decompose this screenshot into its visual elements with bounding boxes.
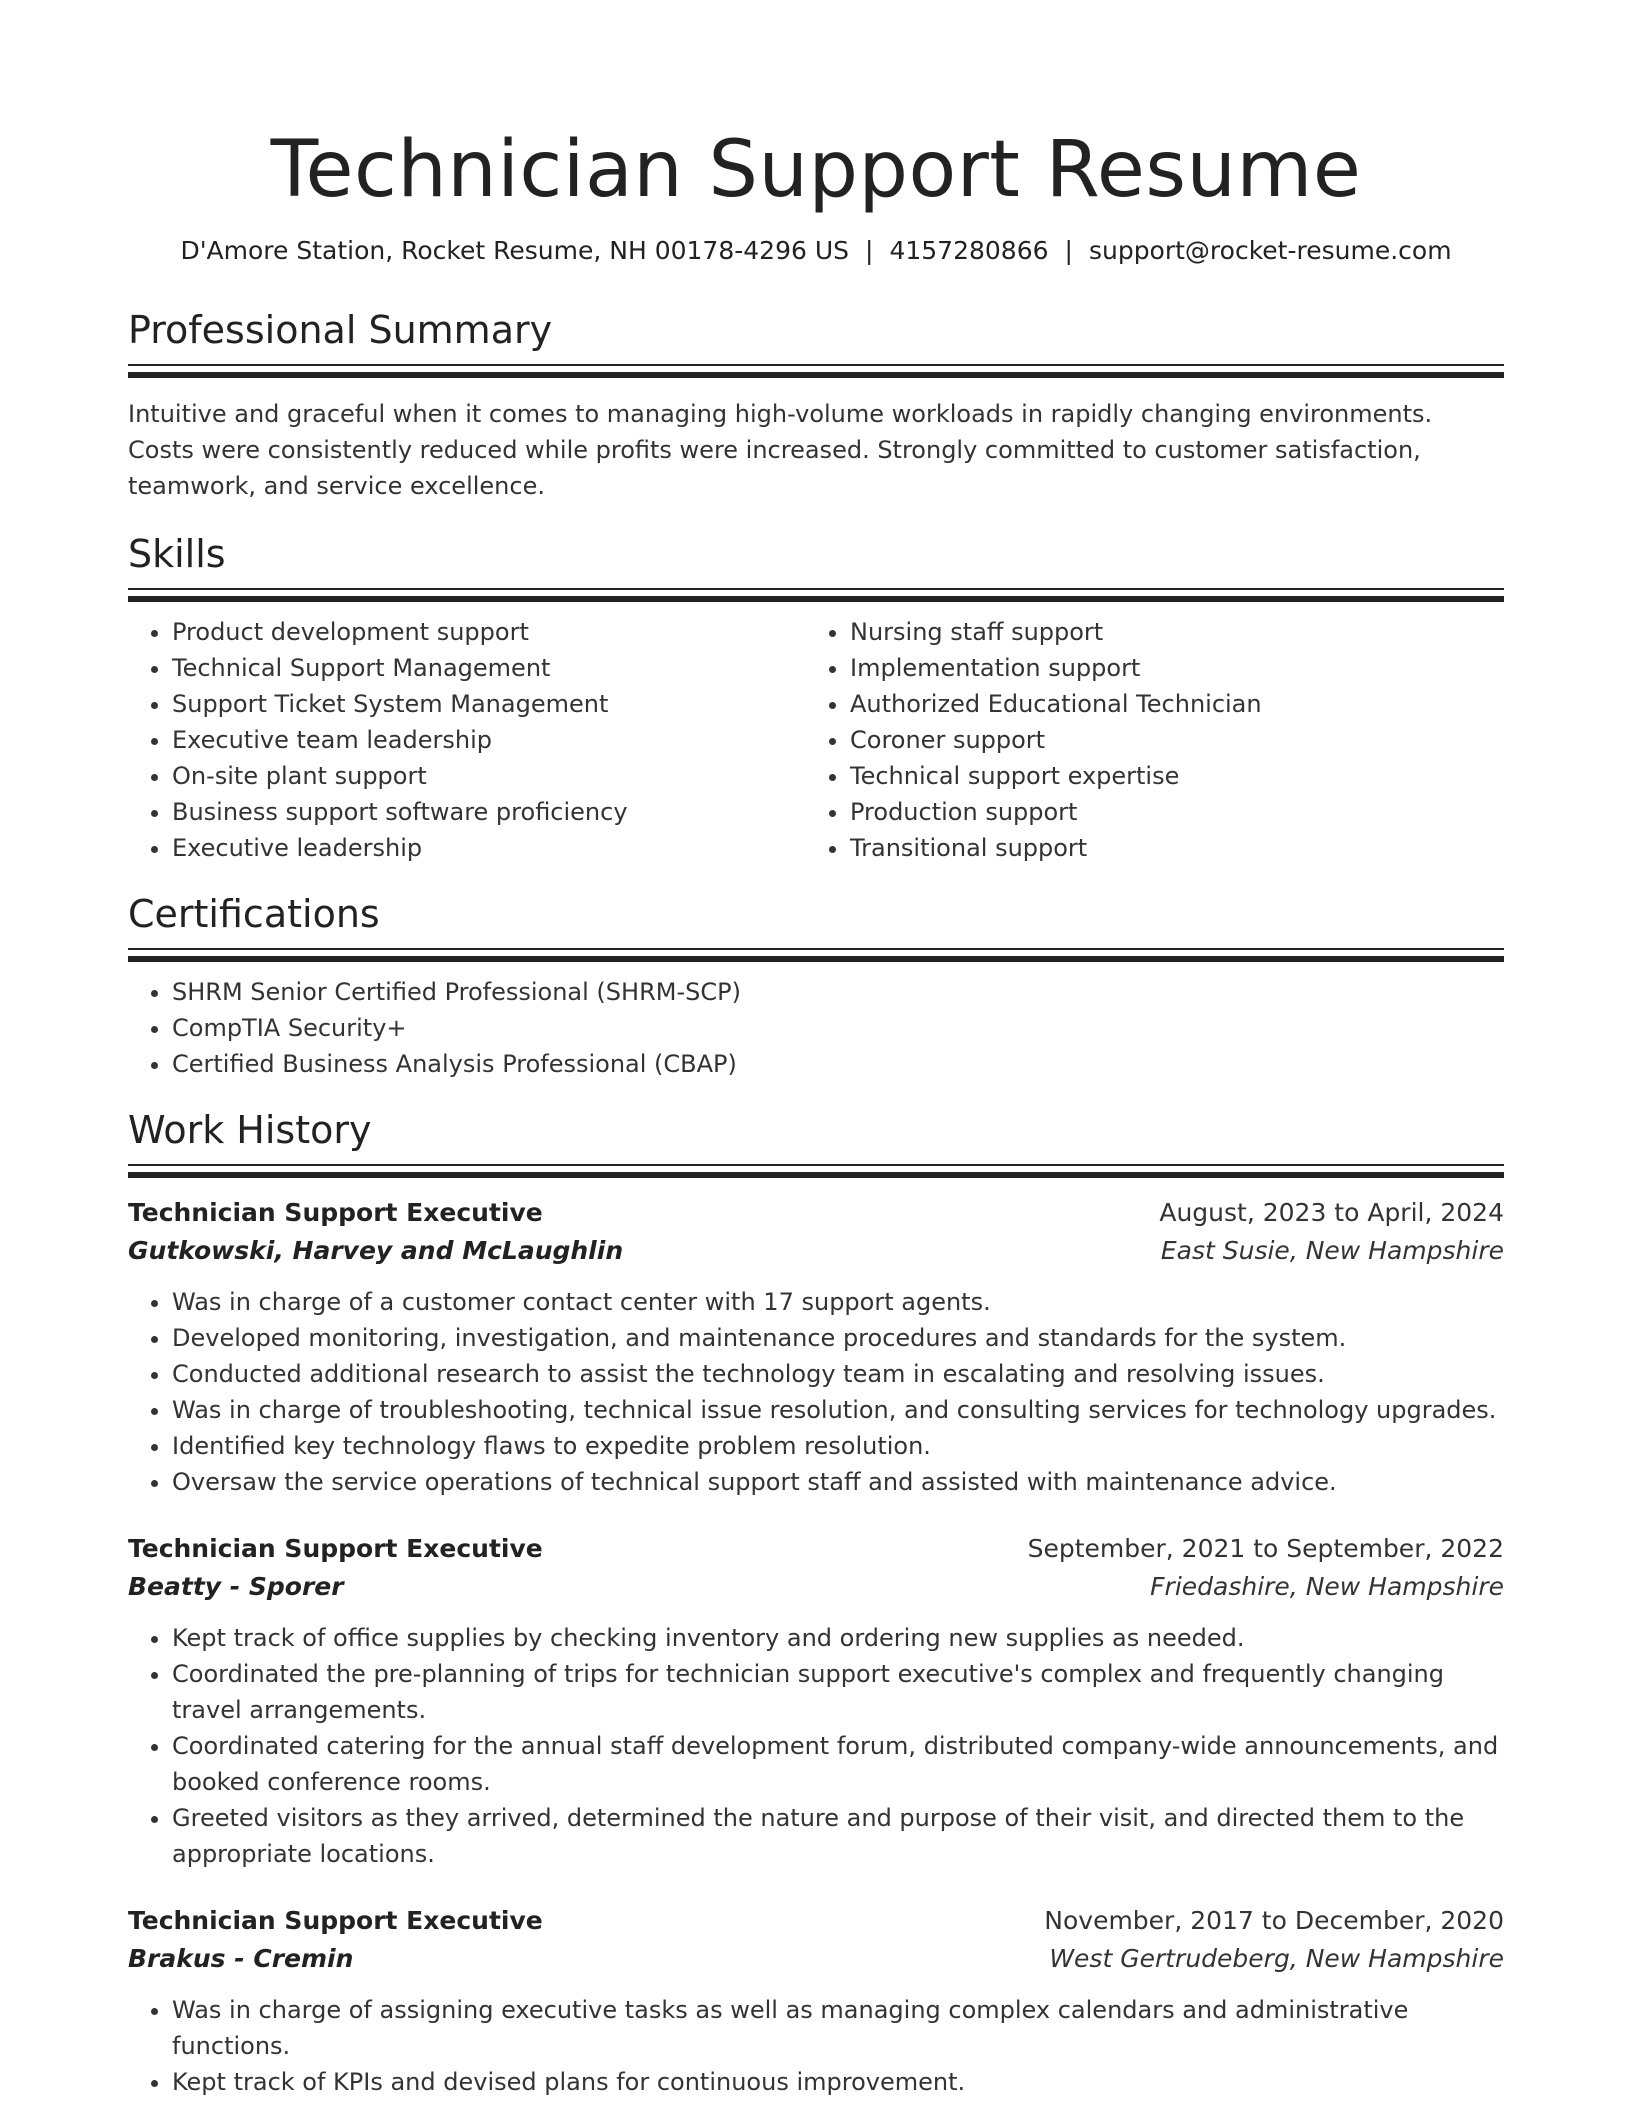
job-entry (128, 1530, 1504, 1872)
certifications-section (128, 890, 1504, 1082)
list-item: • Kept track of office supplies by checking inventory and ordering new supplies as needed. (172, 1620, 1504, 1656)
list-item: • Support Ticket System Management (172, 686, 806, 722)
job-dates: September, 2021 to September, 2022 (1027, 1534, 1504, 1563)
list-item: • SHRM Senior Certified Professional (SHRM-SCP) (172, 974, 1504, 1010)
job-dates: November, 2017 to December, 2020 (1044, 1906, 1504, 1935)
resume-page (128, 0, 1504, 2100)
list-item: • Coordinated catering for the annual staff development forum, distributed company-wide announcements, and booked conference rooms. (172, 1728, 1504, 1800)
skills-columns (128, 614, 1504, 866)
list-item: • Transitional support (850, 830, 1484, 866)
list-item: • Business support software proficiency (172, 794, 806, 830)
list-item: • Was in charge of a customer contact center with 17 support agents. (172, 1284, 1504, 1320)
job-header (128, 1902, 1504, 1940)
skills-list-left (128, 614, 806, 866)
section-divider (128, 948, 1504, 962)
list-item: • Certified Business Analysis Professional (CBAP) (172, 1046, 1504, 1082)
job-subheader (128, 1568, 1504, 1606)
skills-list-right (806, 614, 1484, 866)
list-item: • Nursing staff support (850, 614, 1484, 650)
list-item: • Product development support (172, 614, 806, 650)
list-item: • Coordinated the pre-planning of trips for technician support executive's complex and frequently changing travel arrangements. (172, 1656, 1504, 1728)
summary-section (128, 306, 1504, 504)
contact-phone: 4157280866 (889, 236, 1049, 265)
contact-email: support@rocket-resume.com (1088, 236, 1452, 265)
section-title-certifications: Certifications (128, 892, 380, 936)
work-history-section (128, 1106, 1504, 2100)
job-subheader (128, 1940, 1504, 1978)
list-item: • Identified key technology flaws to expedite problem resolution. (172, 1428, 1504, 1464)
list-item: • CompTIA Security+ (172, 1010, 1504, 1046)
resume-title: Technician Support Resume (270, 125, 1362, 215)
list-item: • Conducted additional research to assist the technology team in escalating and resolving issues. (172, 1356, 1504, 1392)
list-item: • Executive leadership (172, 830, 806, 866)
list-item: • Was in charge of troubleshooting, technical issue resolution, and consulting services for technology upgrades. (172, 1392, 1504, 1428)
summary-text: Intuitive and graceful when it comes to managing high-volume workloads in rapidly changing environments. Costs were consistently reduced while profits were increased. Strongly committed to customer satisfaction, teamwork, and service excellence. (128, 400, 1433, 500)
section-divider (128, 1164, 1504, 1178)
list-item: • Oversaw the service operations of technical support staff and assisted with maintenance advice. (172, 1464, 1504, 1500)
job-entry (128, 1902, 1504, 2100)
skills-section (128, 530, 1504, 866)
job-subheader (128, 1232, 1504, 1270)
section-divider (128, 588, 1504, 602)
list-item: • Was in charge of assigning executive tasks as well as managing complex calendars and administrative functions. (172, 1992, 1504, 2064)
job-company: Gutkowski, Harvey and McLaughlin (128, 1236, 624, 1265)
contact-line (128, 234, 1504, 268)
skills-column-left (128, 614, 806, 866)
job-header (128, 1194, 1504, 1232)
section-divider (128, 364, 1504, 378)
list-item: • Coroner support (850, 722, 1484, 758)
section-title-work-history: Work History (128, 1108, 372, 1152)
job-dates: August, 2023 to April, 2024 (1159, 1198, 1504, 1227)
list-item: • Implementation support (850, 650, 1484, 686)
job-title: Technician Support Executive (128, 1534, 543, 1563)
list-item: • Executive team leadership (172, 722, 806, 758)
contact-address: D'Amore Station, Rocket Resume, NH 00178-4296 US (180, 236, 850, 265)
contact-separator: | (1064, 236, 1073, 265)
job-location: East Susie, New Hampshire (1160, 1236, 1504, 1265)
list-item: • Technical Support Management (172, 650, 806, 686)
list-item: • Technical support expertise (850, 758, 1484, 794)
list-item: • On-site plant support (172, 758, 806, 794)
job-location: West Gertrudeberg, New Hampshire (1049, 1944, 1504, 1973)
job-entry (128, 1194, 1504, 1500)
job-bullets (128, 1992, 1504, 2100)
list-item: • Kept track of KPIs and devised plans for continuous improvement. (172, 2064, 1504, 2100)
job-header (128, 1530, 1504, 1568)
job-title: Technician Support Executive (128, 1906, 543, 1935)
job-title: Technician Support Executive (128, 1198, 543, 1227)
contact-separator: | (865, 236, 874, 265)
job-company: Beatty - Sporer (128, 1572, 344, 1601)
skills-column-right (806, 614, 1484, 866)
certifications-list (128, 974, 1504, 1082)
list-item: • Authorized Educational Technician (850, 686, 1484, 722)
job-location: Friedashire, New Hampshire (1150, 1572, 1504, 1601)
section-title-summary: Professional Summary (128, 308, 553, 352)
job-bullets (128, 1620, 1504, 1872)
list-item: • Developed monitoring, investigation, and maintenance procedures and standards for the system. (172, 1320, 1504, 1356)
list-item: • Greeted visitors as they arrived, determined the nature and purpose of their visit, and directed them to the appropriate locations. (172, 1800, 1504, 1872)
job-company: Brakus - Cremin (128, 1944, 354, 1973)
section-title-skills: Skills (128, 532, 226, 576)
list-item: • Production support (850, 794, 1484, 830)
job-bullets (128, 1284, 1504, 1500)
